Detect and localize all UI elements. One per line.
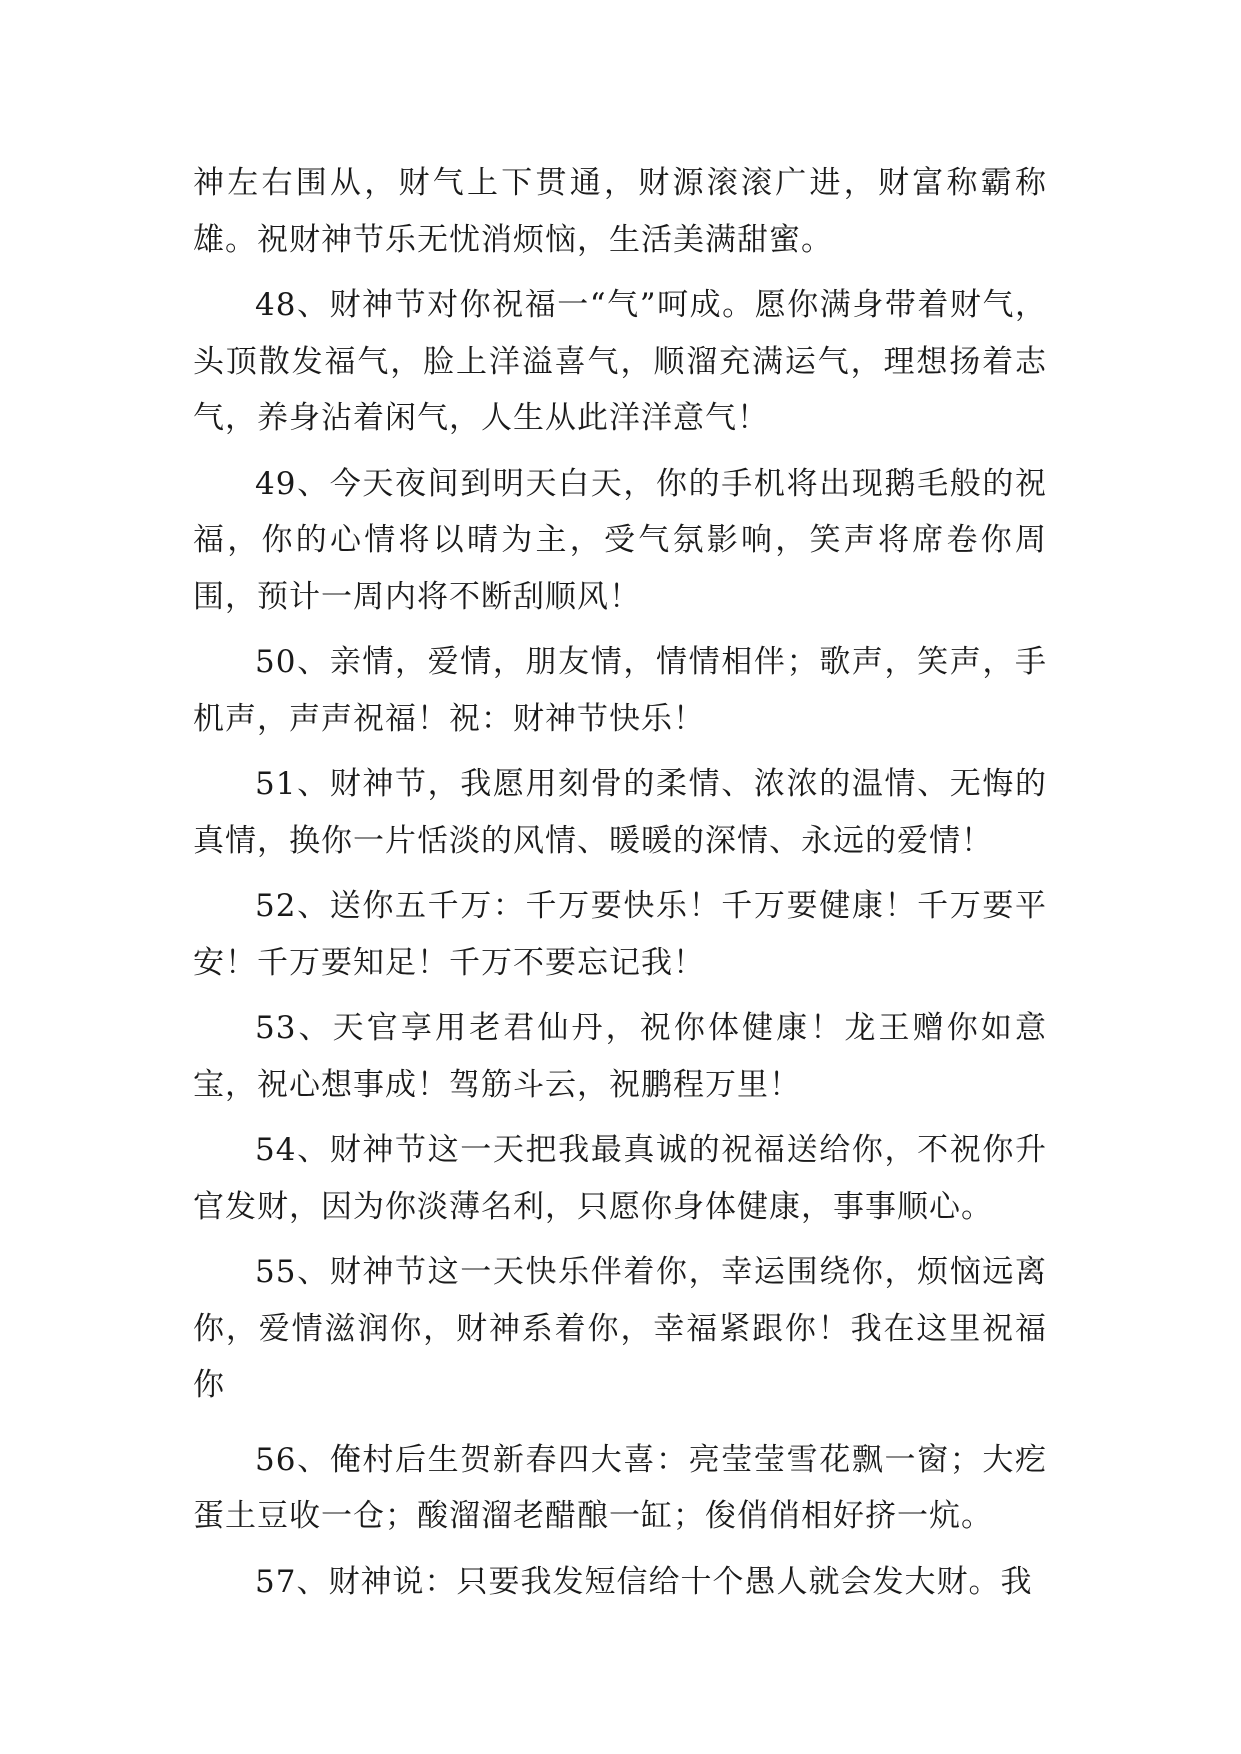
- paragraph-49: 49、今天夜间到明天白天，你的手机将出现鹅毛般的祝福，你的心情将以晴为主，受气氛影响，笑声将席卷你周围，预计一周内将不断刮顺风！: [193, 465, 1047, 615]
- paragraph-52: 52、送你五千万：千万要快乐！千万要健康！千万要平安！千万要知足！千万不要忘记我！: [193, 888, 1047, 981]
- document-body: [193, 155, 1047, 1619]
- paragraph-48: 48、财神节对你祝福一“气”呵成。愿你满身带着财气，头顶散发福气，脸上洋溢喜气，顺溜充满运气，理想扬着志气，养身沾着闲气，人生从此洋洋意气！: [193, 287, 1047, 436]
- paragraph-57: 57、财神说：只要我发短信给十个愚人就会发大财。我: [255, 1563, 1033, 1600]
- paragraph-51: 51、财神节，我愿用刻骨的柔情、浓浓的温情、无悔的真情，换你一片恬淡的风情、暖暖的深情、永远的爱情！: [193, 766, 1047, 859]
- paragraph-54: 54、财神节这一天把我最真诚的祝福送给你，不祝你升官发财，因为你淡薄名利，只愿你身体健康，事事顺心。: [193, 1132, 1047, 1225]
- paragraph-50: 50、亲情，爱情，朋友情，情情相伴；歌声，笑声，手机声，声声祝福！祝：财神节快乐！: [193, 644, 1047, 737]
- paragraph-56: 56、俺村后生贺新春四大喜：亮莹莹雪花飘一窗；大疙蛋土豆收一仓；酸溜溜老醋酿一缸；俊俏俏相好挤一炕。: [193, 1441, 1047, 1534]
- paragraph-53: 53、天官享用老君仙丹，祝你体健康！龙王赠你如意宝，祝心想事成！驾筋斗云，祝鹏程万里！: [193, 1010, 1047, 1103]
- paragraph-continuation: 神左右围从，财气上下贯通，财源滚滚广进，财富称霸称雄。祝财神节乐无忧消烦恼，生活美满甜蜜。: [193, 165, 1047, 258]
- paragraph-55: 55、财神节这一天快乐伴着你，幸运围绕你，烦恼远离你，爱情滋润你，财神系着你，幸福紧跟你！我在这里祝福你: [193, 1254, 1047, 1403]
